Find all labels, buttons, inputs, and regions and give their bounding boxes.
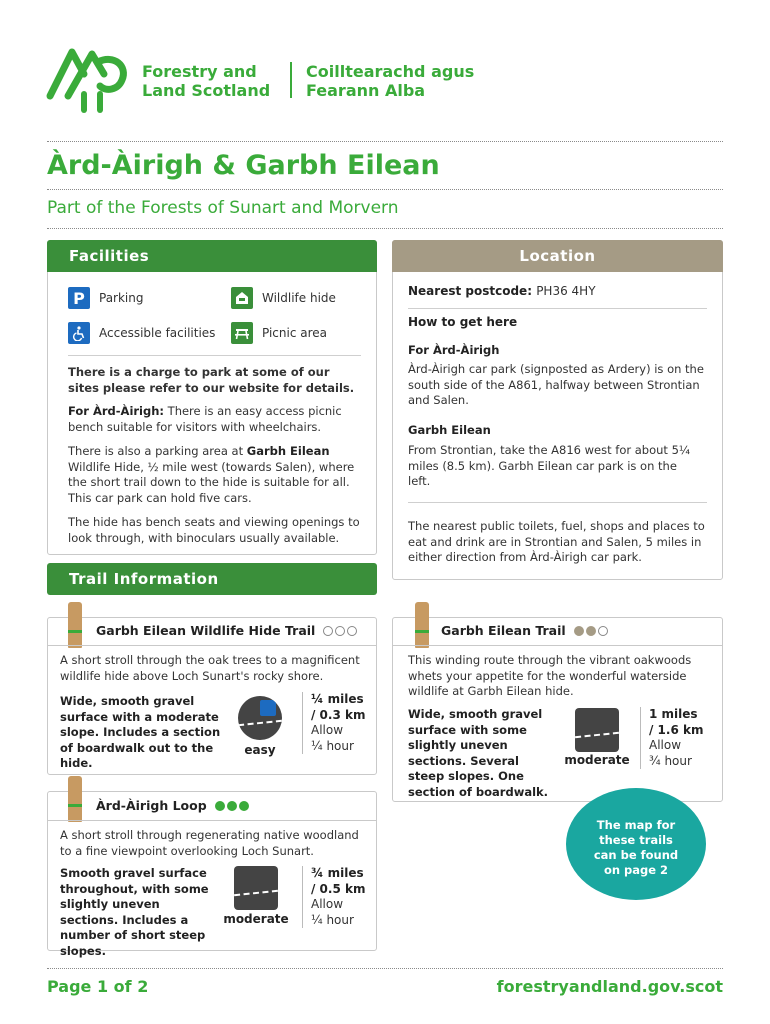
grade-dots-icon xyxy=(574,624,610,639)
divider xyxy=(47,228,723,229)
trail-stats: ¾ miles / 0.5 km Allow ¼ hour xyxy=(302,866,365,928)
trail-title: Àrd-Àirigh Loop xyxy=(96,798,251,814)
trail-surface: Smooth gravel surface throughout, with some slightly uneven sections. Includes a number of short steep slopes. xyxy=(60,866,209,958)
trail-surface: Wide, smooth gravel surface with a moderate slope. Includes a section of boardwalk out to the hide. xyxy=(60,694,221,770)
trail-title: Garbh Eilean Trail xyxy=(441,623,610,639)
divider xyxy=(392,645,723,646)
waymarker-post-icon xyxy=(68,602,82,648)
location-heading: Location xyxy=(392,240,723,272)
trail-stats: ¼ miles / 0.3 km Allow ¼ hour xyxy=(302,692,365,754)
moderate-grade-icon xyxy=(234,866,278,910)
hide-bench-note: The hide has bench seats and viewing openings to look through, with binoculars usually available. xyxy=(68,515,360,545)
divider xyxy=(47,968,723,969)
garbh-heading: Garbh Eilean xyxy=(408,423,491,437)
waymarker-post-icon xyxy=(415,602,429,648)
grade-label: moderate xyxy=(564,753,630,767)
facilities-heading: Facilities xyxy=(47,240,377,272)
divider xyxy=(408,308,707,309)
map-note-badge: The map for these trails can be found on page 2 xyxy=(566,788,706,900)
ard-accessibility-note: For Àrd-Àirigh: There is an easy access picnic bench suitable for visitors with wheelchairs. xyxy=(68,404,342,434)
postcode: Nearest postcode: PH36 4HY xyxy=(408,284,596,298)
ard-heading: For Àrd-Àirigh xyxy=(408,343,500,357)
garbh-directions: From Strontian, take the A816 west for about 5¼ miles (8.5 km). Garbh Eilean car park is on the left. xyxy=(408,443,691,488)
ard-directions: Àrd-Àirigh car park (signposted as Ardery) is on the south side of the A861, halfway between Strontian and Salen. xyxy=(408,362,704,407)
trail-description: A short stroll through regenerating native woodland to a fine viewpoint overlooking Loch Sunart. xyxy=(60,828,359,858)
trail-title: Garbh Eilean Wildlife Hide Trail xyxy=(96,623,359,639)
wildlife-hide-icon xyxy=(231,287,253,309)
picnic-icon xyxy=(231,322,253,344)
facility-parking: P Parking xyxy=(68,287,144,309)
waymarker-post-icon xyxy=(68,776,82,822)
grade-dots-icon xyxy=(323,624,359,639)
divider xyxy=(47,820,377,821)
divider xyxy=(47,141,723,142)
divider xyxy=(47,645,377,646)
org-divider xyxy=(290,62,292,98)
how-to-get-here: How to get here xyxy=(408,315,518,329)
org-name-en: Forestry and Land Scotland xyxy=(142,62,271,100)
page-number: Page 1 of 2 xyxy=(47,977,149,996)
amenities-note: The nearest public toilets, fuel, shops and places to eat and drink are in Strontian and Salen, 5 miles in either direction from Àrd-Àirigh car park. xyxy=(408,519,705,564)
trail-description: A short stroll through the oak trees to a magnificent wildlife hide above Loch Sunart's rocky shore. xyxy=(60,653,360,683)
trail-stats: 1 miles / 1.6 km Allow ¾ hour xyxy=(640,707,703,769)
hide-parking-note: There is also a parking area at Garbh Eilean Wildlife Hide, ½ mile west (towards Salen), where the short trail down to the hide is suitable for all. This car park can hold five cars. xyxy=(68,444,355,505)
page-subtitle: Part of the Forests of Sunart and Morvern xyxy=(47,198,399,218)
facility-accessible: Accessible facilities xyxy=(68,322,215,344)
divider xyxy=(408,502,707,503)
trail-info-heading: Trail Information xyxy=(47,563,377,595)
grade-label: moderate xyxy=(223,912,289,926)
charge-note: There is a charge to park at some of our sites please refer to our website for details. xyxy=(68,365,355,395)
accessible-icon xyxy=(260,700,276,716)
facility-picnic: Picnic area xyxy=(231,322,327,344)
accessible-icon xyxy=(68,322,90,344)
page-title: Àrd-Àirigh & Garbh Eilean xyxy=(47,150,440,181)
easy-grade-icon xyxy=(238,696,282,740)
trail-description: This winding route through the vibrant oakwoods whets your appetite for the wonderful waterside wildlife at Garbh Eilean hide. xyxy=(408,653,692,698)
website-link[interactable]: forestryandland.gov.scot xyxy=(496,977,723,996)
org-name-gd: Coilltearachd agus Fearann Alba xyxy=(306,62,475,100)
divider xyxy=(47,189,723,190)
trail-surface: Wide, smooth gravel surface with some slightly uneven sections. Several steep slopes. One section of boardwalk. xyxy=(408,707,549,799)
facility-wildlife-hide: Wildlife hide xyxy=(231,287,336,309)
grade-dots-icon xyxy=(215,799,251,814)
divider xyxy=(68,355,361,356)
forestry-logo-icon xyxy=(44,44,130,116)
parking-icon: P xyxy=(68,287,90,309)
grade-label: easy xyxy=(244,743,276,757)
moderate-grade-icon xyxy=(575,708,619,752)
